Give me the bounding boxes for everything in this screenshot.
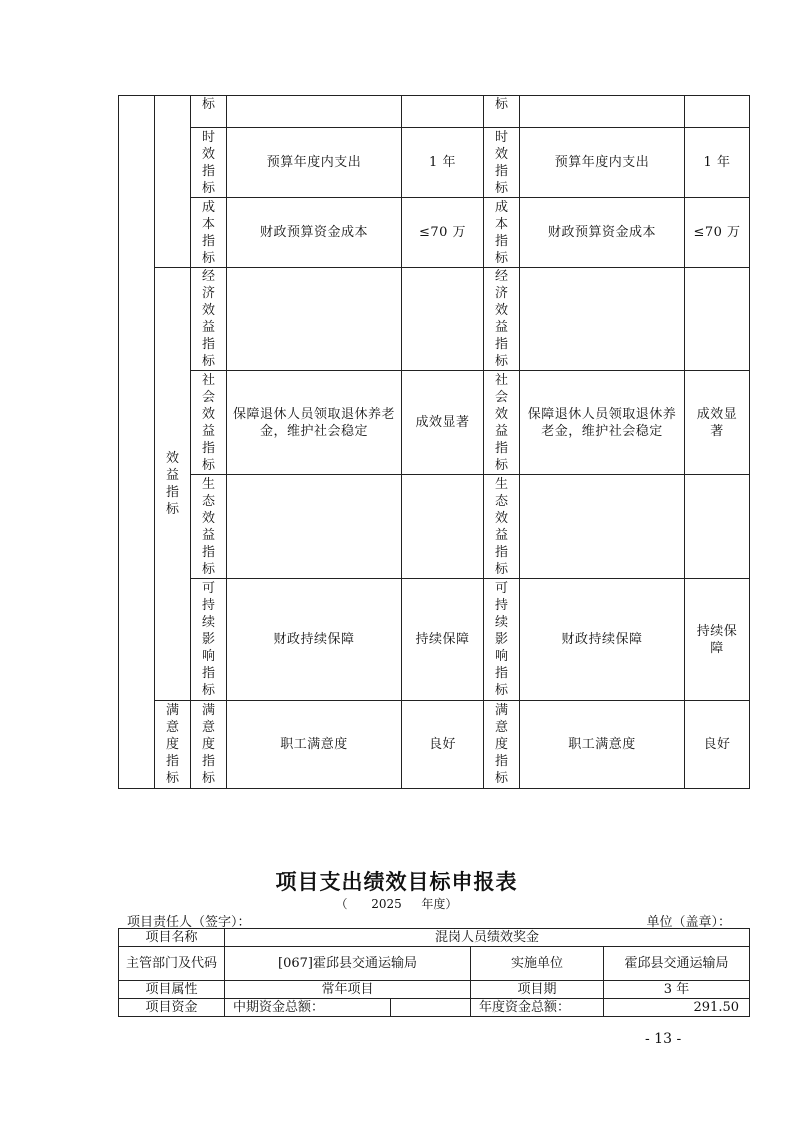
sub-indicator-cell: 经济效益指标	[484, 268, 520, 371]
indicator-value-cell: 持续保障	[685, 579, 750, 701]
sub-indicator-cell: 满意度指标	[484, 701, 520, 789]
table-row	[119, 999, 750, 1017]
mid-total-value	[391, 999, 471, 1017]
indicator-content-cell	[227, 268, 402, 371]
indicator-value-cell: ≤70 万	[685, 198, 750, 268]
year-label: 年度）	[421, 897, 458, 911]
outer-category-cell	[119, 96, 155, 789]
indicator-value-cell: 成效显著	[685, 371, 750, 475]
unit-seal-label: 单位（盖章）：	[646, 915, 731, 930]
indicator-content-cell: 保障退休人员领取退休养老金，维护社会稳定	[520, 371, 685, 475]
sub-indicator-cell: 生态效益指标	[484, 475, 520, 579]
dept-value: [067]霍邱县交通运输局	[225, 947, 471, 981]
project-form-table	[118, 928, 750, 1017]
indicator-content-cell: 财政预算资金成本	[227, 198, 402, 268]
annual-total-label: 年度资金总额：	[471, 999, 604, 1017]
sub-indicator-cell: 满意度指标	[191, 701, 227, 789]
table-row	[119, 128, 750, 198]
indicator-content-cell	[227, 96, 402, 128]
indicator-value-cell	[402, 475, 484, 579]
indicator-content-cell: 职工满意度	[227, 701, 402, 789]
table-row	[119, 579, 750, 701]
form-year-line	[0, 895, 793, 912]
indicator-content-cell	[227, 475, 402, 579]
benefit-group-cell: 效益指标	[155, 268, 191, 701]
indicator-value-cell: 1 年	[685, 128, 750, 198]
indicator-content-cell: 财政持续保障	[520, 579, 685, 701]
table-row	[119, 96, 750, 128]
table-row	[119, 981, 750, 999]
table-row	[119, 268, 750, 371]
year-open-paren: （	[335, 897, 348, 911]
indicator-content-cell: 职工满意度	[520, 701, 685, 789]
indicator-value-cell: 良好	[402, 701, 484, 789]
year-value: 2025	[371, 897, 402, 911]
impl-unit-label: 实施单位	[471, 947, 604, 981]
table-row	[119, 371, 750, 475]
project-fund-label: 项目资金	[119, 999, 225, 1017]
indicator-table	[118, 95, 750, 789]
indicator-value-cell: 1 年	[402, 128, 484, 198]
indicator-content-cell	[520, 475, 685, 579]
sub-indicator-cell: 标	[484, 96, 520, 128]
form-title: 项目支出绩效目标申报表	[275, 870, 518, 894]
project-attr-label: 项目属性	[119, 981, 225, 999]
sub-indicator-cell: 经济效益指标	[191, 268, 227, 371]
sub-indicator-cell: 社会效益指标	[191, 371, 227, 475]
project-period-value: 3 年	[604, 981, 750, 999]
sub-indicator-cell: 标	[191, 96, 227, 128]
category-cell	[155, 96, 191, 268]
indicator-content-cell: 保障退休人员领取退休养老金，维护社会稳定	[227, 371, 402, 475]
project-name-label: 项目名称	[119, 929, 225, 947]
mid-total-label: 中期资金总额：	[225, 999, 391, 1017]
indicator-value-cell: 成效显著	[402, 371, 484, 475]
project-period-label: 项目期	[471, 981, 604, 999]
sub-indicator-cell: 可持续影响指标	[484, 579, 520, 701]
sub-indicator-cell: 时效指标	[191, 128, 227, 198]
satisfaction-group-cell: 满意度指标	[155, 701, 191, 789]
indicator-content-cell: 财政预算资金成本	[520, 198, 685, 268]
annual-total-value: 291.50	[604, 999, 750, 1017]
responsible-person-label: 项目责任人（签字）：	[127, 915, 251, 930]
sub-indicator-cell: 成本指标	[191, 198, 227, 268]
sub-indicator-cell: 社会效益指标	[484, 371, 520, 475]
table-row	[119, 947, 750, 981]
indicator-value-cell	[685, 96, 750, 128]
indicator-value-cell: 良好	[685, 701, 750, 789]
indicator-value-cell	[685, 475, 750, 579]
impl-unit-value: 霍邱县交通运输局	[604, 947, 750, 981]
dept-label: 主管部门及代码	[119, 947, 225, 981]
indicator-content-cell: 预算年度内支出	[227, 128, 402, 198]
indicator-value-cell: ≤70 万	[402, 198, 484, 268]
sub-indicator-cell: 成本指标	[484, 198, 520, 268]
table-row	[119, 475, 750, 579]
page-number: - 13 -	[645, 1031, 682, 1047]
indicator-value-cell: 持续保障	[402, 579, 484, 701]
indicator-content-cell: 财政持续保障	[227, 579, 402, 701]
sub-indicator-cell: 生态效益指标	[191, 475, 227, 579]
indicator-content-cell	[520, 96, 685, 128]
table-row	[119, 198, 750, 268]
indicator-value-cell	[685, 268, 750, 371]
indicator-content-cell: 预算年度内支出	[520, 128, 685, 198]
indicator-value-cell	[402, 96, 484, 128]
sub-indicator-cell: 时效指标	[484, 128, 520, 198]
project-attr-value: 常年项目	[225, 981, 471, 999]
table-row	[119, 701, 750, 789]
table-row	[119, 929, 750, 947]
indicator-value-cell	[402, 268, 484, 371]
sub-indicator-cell: 可持续影响指标	[191, 579, 227, 701]
indicator-content-cell	[520, 268, 685, 371]
project-name-value: 混岗人员绩效奖金	[225, 929, 750, 947]
